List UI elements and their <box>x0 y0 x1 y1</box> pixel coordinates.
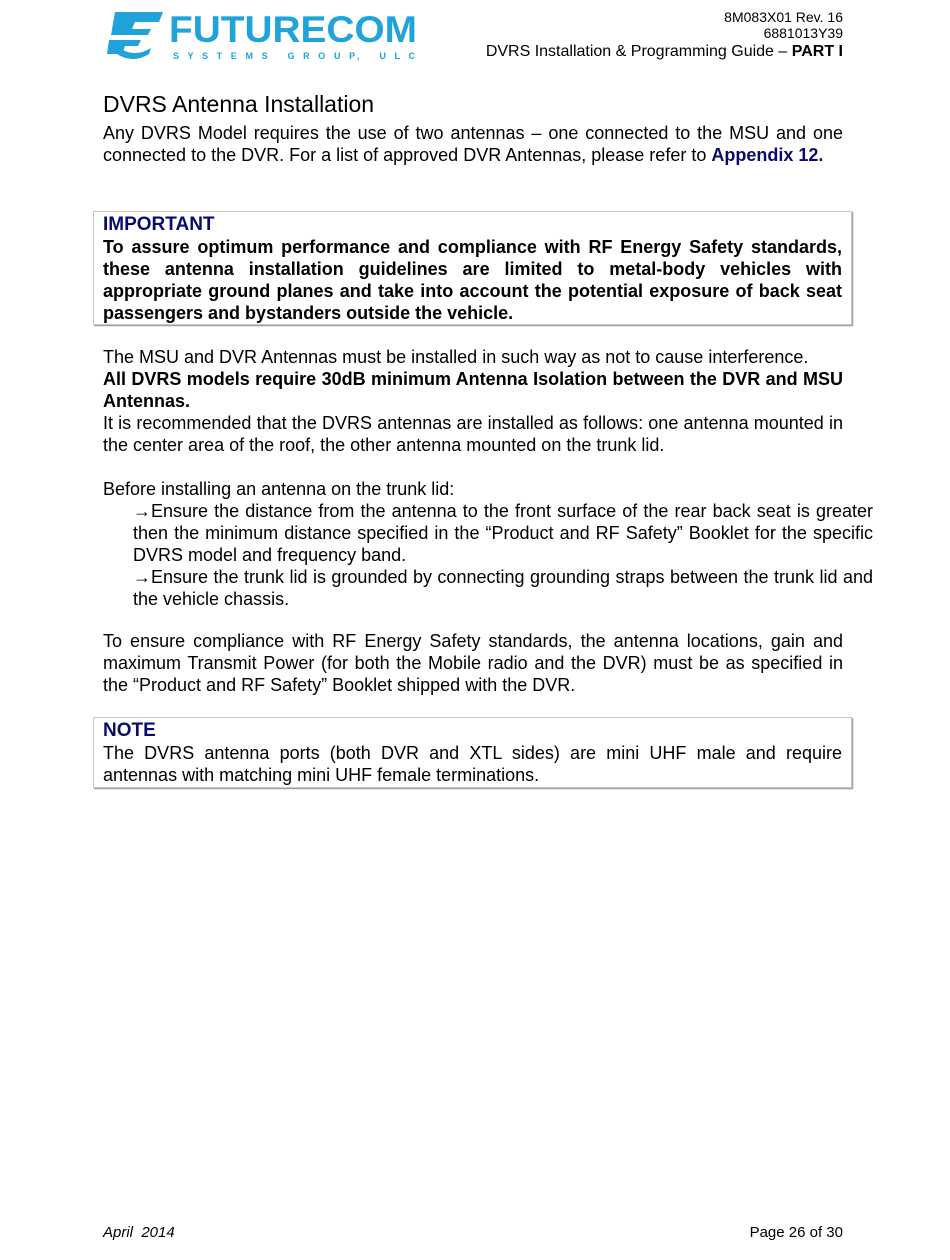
part-number: 6881013Y39 <box>763 25 843 41</box>
note-label: NOTE <box>103 720 156 741</box>
guide-title-text: DVRS Installation & Programming Guide – <box>485 43 792 60</box>
note-text: The DVRS antenna ports (both DVR and XTL sides) are mini UHF male and require antennas with matching mini UHF female terminations. <box>103 743 842 785</box>
bullet-text: Ensure the distance from the antenna to the front surface of the rear back seat is greater then the minimum distance specified in the “Product and RF Safety” Booklet for the specific DVRS model and frequency band. <box>133 501 873 565</box>
logo-subtext: S Y S T E M S G R O U P, U L C <box>173 51 415 61</box>
isolation-requirement: All DVRS models require 30dB minimum Antenna Isolation between the DVR and MSU Antennas. <box>103 369 843 411</box>
important-box <box>93 211 852 325</box>
intro-paragraph <box>103 122 843 166</box>
body-paragraph-1: The MSU and DVR Antennas must be installed in such way as not to cause interference. <box>103 347 809 367</box>
document-number: 8M083X01 Rev. 16 <box>724 9 843 25</box>
important-label: IMPORTANT <box>103 214 215 235</box>
body-paragraph-3: Before installing an antenna on the trunk lid: <box>103 479 455 499</box>
guide-part: PART I <box>791 43 843 60</box>
section-title: DVRS Antenna Installation <box>103 91 375 117</box>
bullet-item <box>103 566 873 610</box>
important-text: To assure optimum performance and compliance with RF Energy Safety standards, these antenna installation guidelines are limited to metal-body vehicles with appropriate ground planes and take into account the potential exposure of back seat passengers and bystanders outside the vehicle. <box>103 237 842 323</box>
footer-date: April 2014 <box>103 1224 175 1241</box>
note-box <box>93 717 852 788</box>
futurecom-logo <box>105 8 420 64</box>
intro-text: Any DVRS Model requires the use of two antennas – one connected to the MSU and one connected to the DVR. For a list of approved DVR Antennas, please refer to <box>103 123 843 165</box>
logo-wordmark: FUTURECOM <box>169 9 417 50</box>
footer-page-number: Page 26 of 30 <box>749 1224 843 1241</box>
guide-title <box>486 42 843 62</box>
appendix-link[interactable]: Appendix 12. <box>711 145 824 165</box>
bullet-item <box>103 500 873 566</box>
arrow-icon: → <box>133 567 151 587</box>
bullet-text: Ensure the trunk lid is grounded by connecting grounding straps between the trunk lid and the vehicle chassis. <box>133 567 873 609</box>
arrow-icon: → <box>133 501 151 521</box>
body-paragraph-4: To ensure compliance with RF Energy Safety standards, the antenna locations, gain and maximum Transmit Power (for both the Mobile radio and the DVR) must be as specified in the “Product and RF Safety” Booklet shipped with the DVR. <box>103 631 843 695</box>
body-paragraph-2: It is recommended that the DVRS antennas are installed as follows: one antenna mounted in the center area of the roof, the other antenna mounted on the trunk lid. <box>103 413 843 455</box>
logo-mark-top <box>111 12 163 35</box>
